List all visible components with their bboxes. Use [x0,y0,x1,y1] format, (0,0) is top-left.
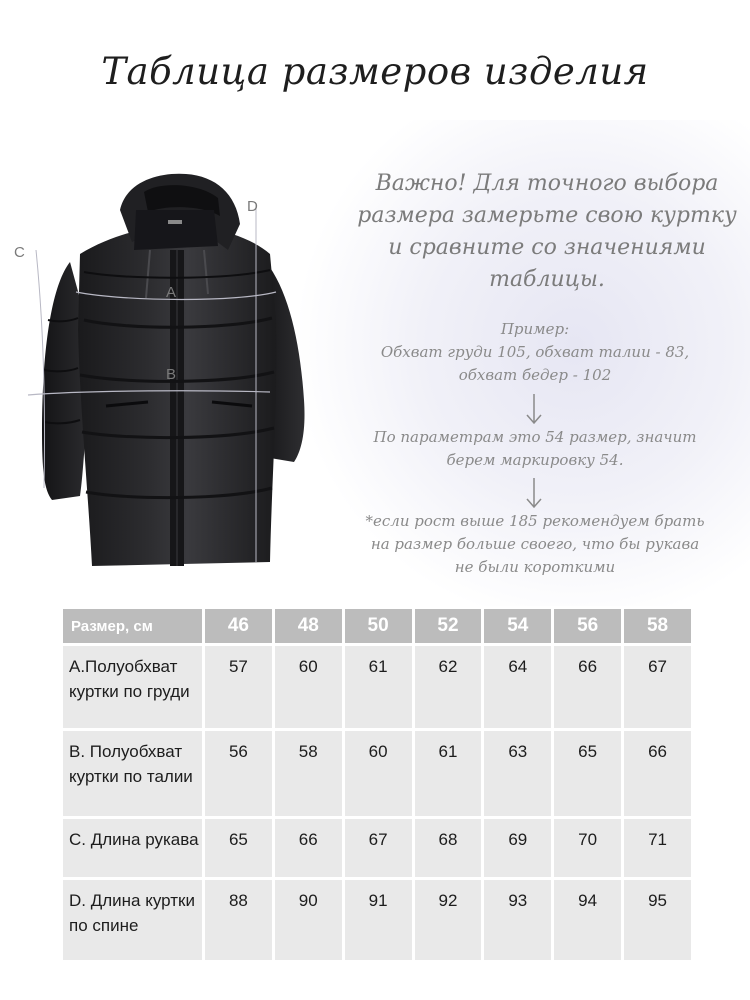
table-cell: 56 [204,730,274,818]
table-row [62,879,693,962]
important-note: Важно! Для точного выбора размера замерьте свою куртку и сравните со значениями таблицы. [357,171,737,292]
footnote-block [330,510,740,579]
table-cell: 66 [273,818,343,879]
size-header-cell: 58 [623,608,693,645]
table-row [62,818,693,879]
size-table [60,606,694,963]
table-cell: 62 [413,645,483,730]
table-cell: 69 [483,818,553,879]
arrow-down-icon [524,392,544,426]
label-a: A [166,284,177,301]
table-cell: 88 [204,879,274,962]
footnote-line-1: *если рост выше 185 рекомендуем брать [365,512,705,530]
conclusion-line-1: По параметрам это 54 размер, значит [373,428,697,446]
footnote-line-3: не были короткими [454,558,616,576]
label-c: C [14,244,25,261]
table-cell: 93 [483,879,553,962]
conclusion-block [330,426,740,472]
example-line-2: обхват бедер - 102 [458,366,612,384]
table-cell: 70 [553,818,623,879]
table-cell: 63 [483,730,553,818]
label-b: B [166,366,177,383]
table-cell: 94 [553,879,623,962]
table-cell: 61 [413,730,483,818]
example-line-1: Обхват груди 105, обхват талии - 83, [380,343,690,361]
size-header-cell: 48 [273,608,343,645]
size-header-row [62,608,693,645]
table-cell: 64 [483,645,553,730]
table-cell: 68 [413,818,483,879]
table-cell: 60 [343,730,413,818]
row-label: А.Полуобхват куртки по груди [62,645,204,730]
label-d: D [247,198,258,215]
table-cell: 92 [413,879,483,962]
size-header-cell: 54 [483,608,553,645]
arrow-down-icon [524,476,544,510]
row-label: D. Длина куртки по спине [62,879,204,962]
table-cell: 90 [273,879,343,962]
table-row [62,730,693,818]
size-header-cell: 52 [413,608,483,645]
conclusion-line-2: берем маркировку 54. [446,451,624,469]
table-cell: 67 [343,818,413,879]
size-header-cell: 46 [204,608,274,645]
example-block [330,318,740,387]
table-cell: 91 [343,879,413,962]
table-cell: 65 [204,818,274,879]
table-cell: 66 [623,730,693,818]
example-heading: Пример: [500,320,570,338]
table-cell: 57 [204,645,274,730]
table-cell: 95 [623,879,693,962]
size-header-cell: 50 [343,608,413,645]
table-cell: 66 [553,645,623,730]
table-cell: 61 [343,645,413,730]
size-header-cell: 56 [553,608,623,645]
table-row [62,645,693,730]
table-cell: 58 [273,730,343,818]
table-cell: 65 [553,730,623,818]
row-label: С. Длина рукава [62,818,204,879]
page-title: Таблица размеров изделия [101,50,649,93]
table-cell: 67 [623,645,693,730]
footnote-line-2: на размер больше своего, что бы рукава [370,535,700,553]
table-cell: 60 [273,645,343,730]
table-cell: 71 [623,818,693,879]
row-label: В. Полуобхват куртки по талии [62,730,204,818]
size-header-label: Размер, см [62,608,204,645]
